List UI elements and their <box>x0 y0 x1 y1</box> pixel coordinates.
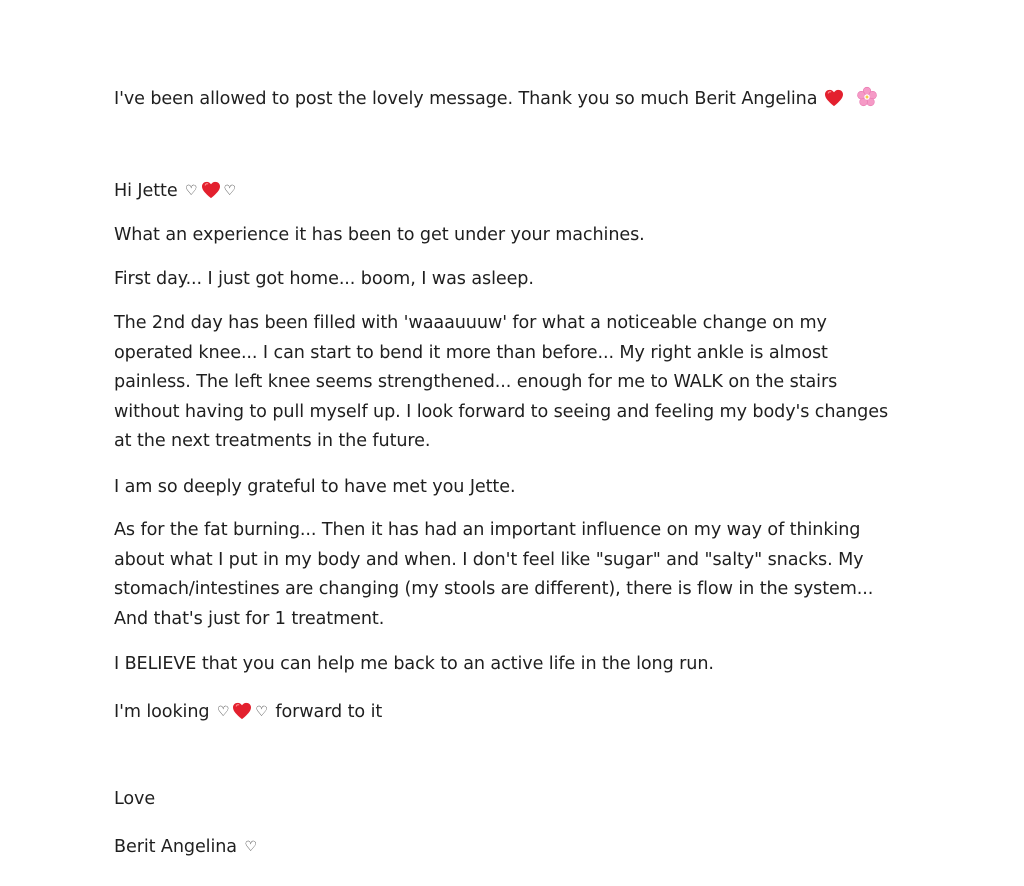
paragraph-3: The 2nd day has been filled with 'waaauuuw' for what a noticeable change on my operated knee... I can start to bend it more than before... My right ankle is almost painless. The left knee seems strengthened... enough for me to WALK on the stairs without having to pull myself up. I look forward to seeing and feeling my body's changes at the next treatments in the future. <box>114 313 889 452</box>
red-heart-icon <box>201 181 221 199</box>
greeting-line <box>114 177 238 207</box>
paragraph-5: As for the fat burning... Then it has had an important influence on my way of thinking about what I put in my body and when. I don't feel like "sugar" and "salty" snacks. My stomach/intestines are changing (my stools are different), there is flow in the system... And that's just for 1 treatment. <box>114 520 874 629</box>
closing: Love <box>114 789 156 809</box>
paragraph-7-end: forward to it <box>275 702 383 722</box>
paragraph-2: First day... I just got home... boom, I was asleep. <box>114 269 534 289</box>
paragraph-7-start: I'm looking <box>114 702 210 722</box>
outline-heart-icon: ♡ <box>244 839 257 855</box>
paragraph-7 <box>114 698 382 728</box>
paragraph-1: What an experience it has been to get under your machines. <box>114 225 645 245</box>
intro-text: I've been allowed to post the lovely message. Thank you so much Berit Angelina <box>114 89 818 109</box>
signature: Berit Angelina <box>114 837 237 857</box>
greeting-text: Hi Jette <box>114 181 178 201</box>
intro-line <box>114 85 878 115</box>
outline-heart-icon: ♡ <box>255 704 268 720</box>
paragraph-4: I am so deeply grateful to have met you Jette. <box>114 477 516 497</box>
cherry-blossom-icon <box>856 86 878 108</box>
red-heart-icon <box>824 89 844 107</box>
red-heart-icon <box>232 702 252 720</box>
outline-heart-icon: ♡ <box>185 183 198 199</box>
outline-heart-icon: ♡ <box>223 183 236 199</box>
outline-heart-icon: ♡ <box>216 704 230 720</box>
signature-line <box>114 833 259 863</box>
paragraph-6: I BELIEVE that you can help me back to an active life in the long run. <box>114 654 714 674</box>
